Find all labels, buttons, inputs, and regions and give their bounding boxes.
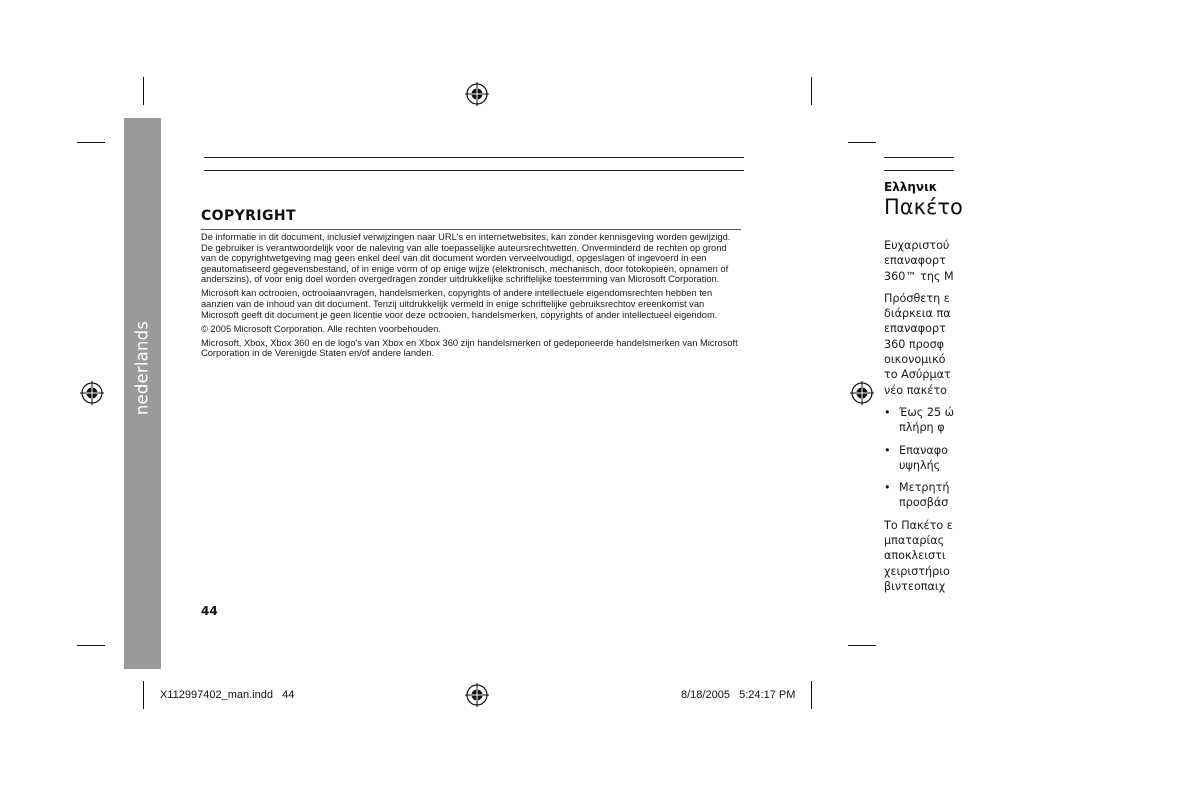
header-rule [204,157,744,158]
crop-mark [143,681,144,709]
bullet-item: • Έως 25 ώ πλήρη φ [884,405,1184,436]
registration-mark-icon [465,683,489,707]
crop-mark [77,645,105,646]
paragraph: Πρόσθετη ε διάρκεια πα επαναφορτ 360 προσφ οικονομικό το Ασύρματ νέο πακέτο [884,291,951,397]
slug-filename: X112997402_man.indd 44 [160,689,295,701]
right-page-body [884,238,1184,601]
registration-mark-icon [850,381,874,405]
crop-mark [77,142,105,143]
crop-mark [848,142,876,143]
paragraph: © 2005 Microsoft Corporation. Alle rechten voorbehouden. [201,323,441,334]
language-label: Ελληνικ [884,180,938,194]
header-rule [204,170,744,171]
paragraph: Microsoft kan octrooien, octrooiaanvragen, handelsmerken, copyrights of andere intellectuele eigendomsrechten hebben ten aanzien van de inhoud van dit document. Tenzij uitdrukkelijk vermeld in enige schriftelijke gebruiksrechtov ereenkomst van Microsoft geeft dit document je geen licentie voor deze octrooien, handelsmerken, copyrights of ander intellectueel eigendom. [201,288,718,320]
crop-mark [848,645,876,646]
right-header-rule [884,170,954,171]
page-title: Πακέτο [884,195,963,219]
crop-mark [811,77,812,105]
registration-mark-icon [80,381,104,405]
right-page-column [884,180,963,620]
paragraph: Ευχαριστού επαναφορτ 360™ της Μ [884,239,954,283]
bullet-item: • Επαναφο υψηλής [884,443,1184,474]
slug-date: 8/18/2005 5:24:17 PM [681,689,796,701]
heading-rule [201,229,741,230]
crop-mark [811,681,812,709]
language-tab-label: nederlands [132,320,152,416]
paragraph: Το Πακέτο ε μπαταρίας αποκλειστι χειριστήριο βιντεοπαιχ [884,518,953,593]
copyright-body [201,232,741,363]
section-heading: COPYRIGHT [201,208,296,224]
registration-mark-icon [465,82,489,106]
paragraph: De informatie in dit document, inclusief verwijzingen naar URL's en internetwebsites, kan zonder kennisgeving worden gewijzigd. De gebruiker is verantwoordelijk voor de naleving van alle toepasselijke auteursrechtwetten. Onverminderd de rechten op grond van de copyrightwetgeving mag geen enkel deel van dit document worden verveelvoudigd, opgeslagen of ingevoerd in een geautomatiseerd gegevensbestand, of in enige vorm of op enige wijze (elektronisch, mechanisch, door fotokopieën, opnamen of anderszins), of voor enig doel worden overgedragen zonder uitdrukkelijke schriftelijke toestemming van Microsoft Corporation. [201,232,731,285]
right-header-rule [884,157,954,158]
paragraph: Microsoft, Xbox, Xbox 360 en de logo's van Xbox en Xbox 360 zijn handelsmerken of gedeponeerde handelsmerken van Microsoft Corporation in de Verenigde Staten en/of andere landen. [201,337,738,359]
bullet-item: • Μετρητή προσβάσ [884,480,1184,511]
page-number: 44 [201,604,218,618]
crop-mark [143,77,144,105]
